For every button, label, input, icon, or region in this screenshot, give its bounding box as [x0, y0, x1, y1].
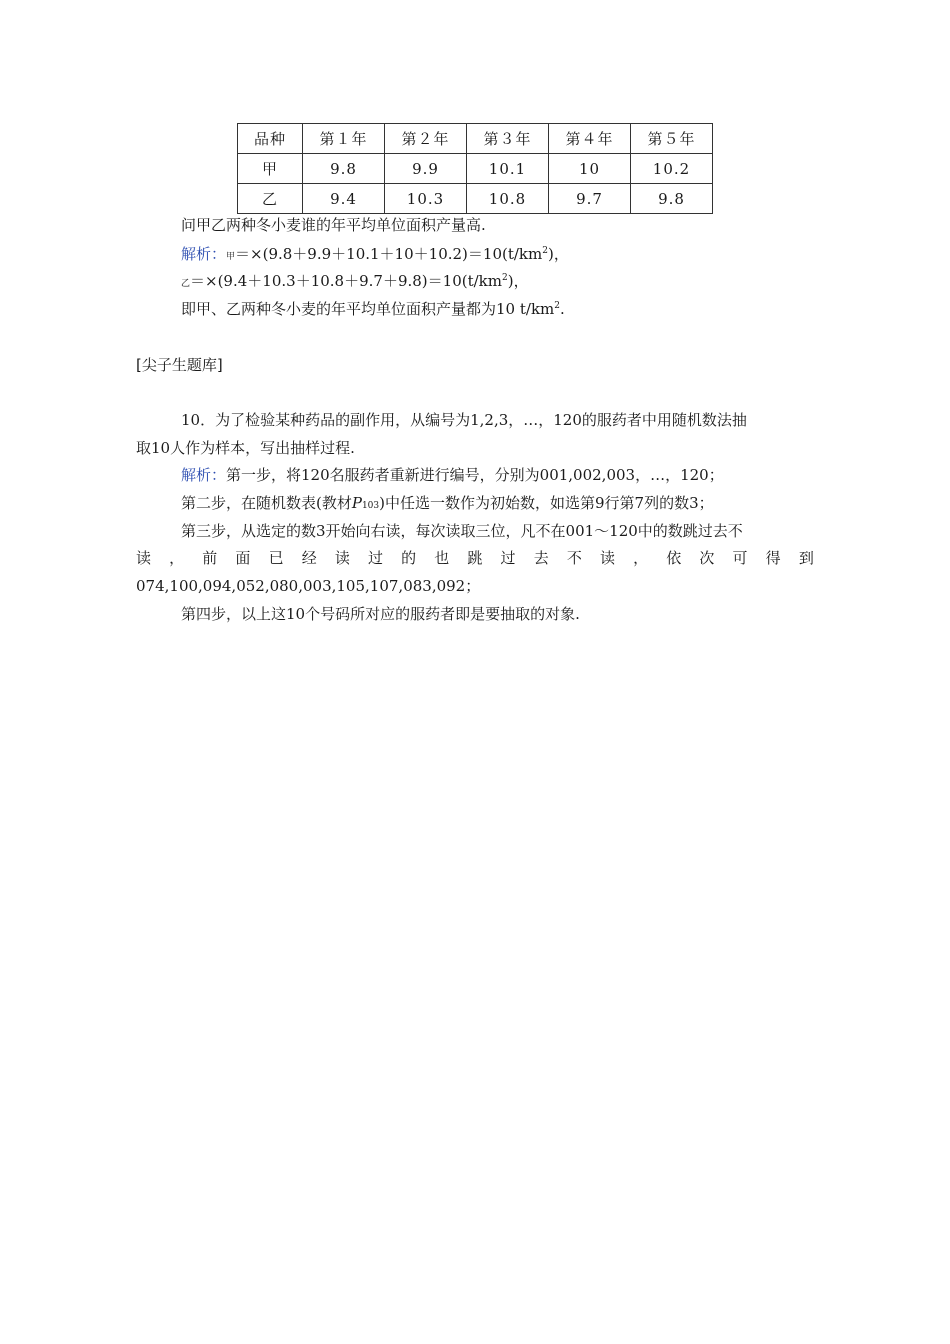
spread-char: 不: [566, 549, 582, 567]
table-header-cell: 第３年: [467, 124, 549, 154]
spread-char: 读: [334, 549, 350, 567]
step1-text: 第一步，将120名服药者重新进行编号，分别为001,002,003，…，120；: [226, 466, 724, 484]
section-title: [尖子生题库]: [136, 356, 223, 374]
table-header-cell: 第２年: [385, 124, 467, 154]
yield-table: [237, 123, 713, 214]
table-cell: 10.2: [631, 154, 713, 184]
analysis-label: 解析：: [181, 245, 227, 263]
table-row: [238, 154, 713, 184]
spread-char: 也: [434, 549, 450, 567]
mean-subscript: 乙: [181, 279, 191, 289]
spread-char: 读: [136, 549, 152, 567]
conclusion-text: 即甲、乙两种冬小麦的年平均单位面积产量都为10 t/km: [181, 300, 555, 318]
spread-char: 读: [599, 549, 615, 567]
superscript: 2: [554, 301, 560, 311]
table-cell: 9.7: [549, 184, 631, 214]
spread-char: 得: [765, 549, 781, 567]
spread-char: 依: [666, 549, 682, 567]
table-row: [238, 184, 713, 214]
table-cell: 10.1: [467, 154, 549, 184]
spread-char: 面: [235, 549, 251, 567]
spread-char: 到: [798, 549, 814, 567]
spread-char: 跳: [467, 549, 483, 567]
spread-char: 次: [699, 549, 715, 567]
formula-end: )，: [507, 272, 529, 290]
spread-char: 经: [301, 549, 317, 567]
q10-line2: 取10人作为样本，写出抽样过程.: [136, 439, 355, 457]
spread-char: 的: [401, 549, 417, 567]
table-cell: 9.4: [303, 184, 385, 214]
spread-char: 已: [268, 549, 284, 567]
spread-char: 前: [202, 549, 218, 567]
q10-step1: [181, 464, 724, 485]
spread-char: ，: [633, 549, 649, 567]
q10-step2: [181, 492, 714, 513]
q9-conclusion: [181, 298, 565, 319]
spread-char: 去: [533, 549, 549, 567]
q10-step3-line2: [136, 547, 814, 568]
table-cell: 10: [549, 154, 631, 184]
table-header-cell: 第５年: [631, 124, 713, 154]
table-cell: 10.3: [385, 184, 467, 214]
spread-char: 可: [732, 549, 748, 567]
table-cell: 9.8: [631, 184, 713, 214]
q9-question: 问甲乙两种冬小麦谁的年平均单位面积产量高.: [181, 216, 486, 234]
formula-text: ＝×(9.8＋9.9＋10.1＋10＋10.2)＝10(t/km: [235, 245, 543, 263]
table-header-cell: 品种: [238, 124, 303, 154]
analysis-label: 解析：: [181, 466, 227, 484]
formula-end: )，: [547, 245, 569, 263]
step2-text-b: )中任选一数作为初始数，如选第9行第7列的数3；: [379, 494, 714, 512]
q9-analysis-line2: [181, 270, 529, 291]
page-letter: P: [351, 494, 362, 512]
q10-step3-line3: 074,100,094,052,080,003,105,107,083,092；: [136, 577, 481, 595]
table-cell: 甲: [238, 154, 303, 184]
spread-char: ，: [169, 549, 185, 567]
table-cell: 9.9: [385, 154, 467, 184]
superscript: 2: [542, 246, 548, 256]
table-header-cell: 第４年: [549, 124, 631, 154]
mean-subscript: 甲: [226, 252, 236, 262]
table-cell: 10.8: [467, 184, 549, 214]
table-cell: 乙: [238, 184, 303, 214]
table-header-row: [238, 124, 713, 154]
spread-char: 过: [367, 549, 383, 567]
table-cell: 9.8: [303, 154, 385, 184]
page-number: 103: [361, 501, 380, 511]
conclusion-end: .: [560, 300, 565, 318]
table-header-cell: 第１年: [303, 124, 385, 154]
spread-char: 过: [500, 549, 516, 567]
q9-analysis-line1: [181, 243, 569, 264]
step2-text-a: 第二步，在随机数表(教材: [181, 494, 352, 512]
superscript: 2: [501, 273, 508, 283]
q10-line1: 10．为了检验某种药品的副作用，从编号为1,2,3，…，120的服药者中用随机数法抽: [181, 411, 747, 429]
q10-step4: 第四步，以上这10个号码所对应的服药者即是要抽取的对象.: [181, 605, 580, 623]
q10-step3-line1: 第三步，从选定的数3开始向右读，每次读取三位，凡不在001～120中的数跳过去不: [181, 522, 743, 540]
formula-text: ＝×(9.4＋10.3＋10.8＋9.7＋9.8)＝10(t/km: [190, 272, 502, 290]
